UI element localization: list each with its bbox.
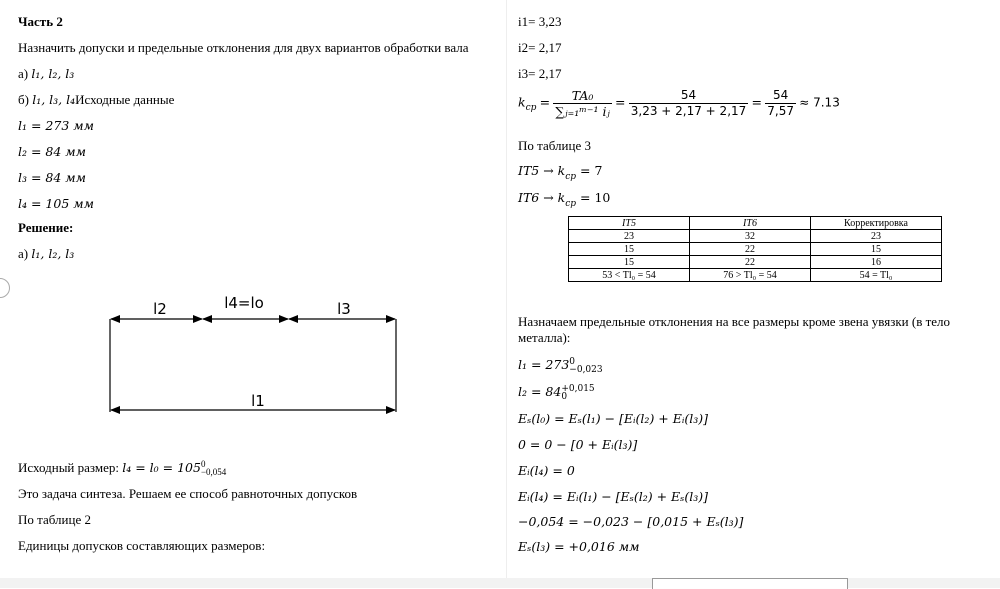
kcp-lhs: k (518, 94, 526, 110)
table-row (569, 243, 942, 256)
solution-variant-label: а) (18, 246, 29, 261)
dim-l3: l₃ = 84 мм (18, 170, 87, 185)
variant-b-label: б) (18, 92, 29, 107)
table-row (569, 256, 942, 269)
table-header: IT6 (690, 217, 811, 230)
assign-text: Назначаем предельные отклонения на все размеры кроме звена увязки (в тело (518, 314, 951, 329)
label-l3: l3 (337, 300, 351, 318)
dim-l4: l₄ = 105 мм (18, 196, 94, 211)
synthesis-text: Это задача синтеза. Решаем ее способ равноточных допусков (18, 486, 358, 501)
variant-a (18, 66, 74, 82)
source-size-tolerance: 0 −0,054 (200, 459, 227, 477)
bottom-box[interactable] (652, 578, 848, 589)
source-size (18, 460, 226, 476)
column-divider (506, 0, 507, 588)
i3-value: i3= 2,17 (518, 66, 562, 81)
table-header-row (569, 217, 942, 230)
equation-6: Eₛ(l₃) = +0,016 мм (518, 539, 640, 554)
units-text: Единицы допусков составляющих размеров: (18, 538, 266, 553)
kcp-result: ≈ 7.13 (799, 95, 840, 110)
table-cell: 22 (690, 243, 811, 256)
kcp-lhs-sub: cp (525, 103, 537, 114)
source-size-label: Исходный размер: (18, 460, 119, 475)
table-cell: 23 (811, 230, 942, 243)
table-cell: 15 (569, 256, 690, 269)
assign-text-2: металла): (518, 330, 571, 345)
table-cell: 53 < Tl₀ = 54 (569, 269, 690, 282)
solution-variant (18, 246, 74, 262)
source-size-formula: l₄ = l₀ = 105 (122, 460, 201, 475)
table-row (569, 230, 942, 243)
kcp-formula: $k_{cp}$ = $\frac{\text{TA₀}}{\text{∑ⱼ₌₁ᵐ⁻¹ iⱼ}}$ = $\frac{54}{3,23 + 2,17 + 2,17}$ = $\frac{54}{7,57}$ ≈ 7.13 (518, 88, 840, 119)
kcp-frac2: $\frac{54}{3,23 + 2,17 + 2,17}$ (630, 88, 747, 118)
table-header: Корректировка (811, 217, 942, 230)
kcp-frac1: $\frac{\text{TA₀}}{\text{∑ⱼ₌₁ᵐ⁻¹ iⱼ}}$ (555, 88, 610, 119)
tolerance-table (568, 216, 942, 282)
it5-line: $IT5 \to k_{ср} = 7$ (518, 163, 603, 182)
variant-b (18, 92, 174, 108)
table-cell: 15 (811, 243, 942, 256)
table-cell: 76 > Tl₀ = 54 (690, 269, 811, 282)
table-cell: 15 (569, 243, 690, 256)
dim-l1: l₁ = 273 мм (18, 118, 94, 133)
equation-2: 0 = 0 − [0 + Eᵢ(l₃)] (518, 437, 638, 452)
table-cell: 22 (690, 256, 811, 269)
task-text: Назначить допуски и предельные отклонения для двух вариантов обработки вала (18, 40, 469, 55)
equation-1: Eₛ(l₀) = Eₛ(l₁) − [Eᵢ(l₂) + Eᵢ(l₃)] (518, 411, 709, 426)
label-l2: l2 (153, 300, 167, 318)
table-cell: 16 (811, 256, 942, 269)
l1-deviation: l₁ = 273 0 −0,023 (518, 357, 603, 375)
table-cell: 23 (569, 230, 690, 243)
table3-text: По таблице 3 (518, 138, 591, 153)
equation-4: Eᵢ(l₄) = Eᵢ(l₁) − [Eₛ(l₂) + Eₛ(l₃)] (518, 489, 709, 504)
variant-b-dims: l₁, l₃, l₄ (32, 92, 76, 107)
i1-value: i1= 3,23 (518, 14, 562, 29)
solution-heading: Решение: (18, 220, 74, 235)
label-l4: l4=lo (224, 294, 264, 312)
table-cell: 32 (690, 230, 811, 243)
kcp-frac3: $\frac{54}{7,57}$ (767, 88, 794, 118)
part-title: Часть 2 (18, 14, 63, 29)
side-handle[interactable] (0, 278, 10, 298)
table-header: IT5 (569, 217, 690, 230)
it6-line: $IT6 \to k_{ср} = 10$ (518, 190, 611, 209)
equation-3: Eᵢ(l₄) = 0 (518, 463, 575, 478)
variant-a-dims: l₁, l₂, l₃ (31, 66, 75, 81)
table-cell: 54 = Tl₀ (811, 269, 942, 282)
table2-text: По таблице 2 (18, 512, 91, 527)
label-l1: l1 (251, 392, 265, 410)
dim-l2: l₂ = 84 мм (18, 144, 87, 159)
l2-deviation: l₂ = 84 +0,015 0 (518, 384, 595, 402)
equation-5: −0,054 = −0,023 − [0,015 + Eₛ(l₃)] (518, 514, 744, 529)
solution-variant-dims: l₁, l₂, l₃ (31, 246, 75, 261)
table-row (569, 269, 942, 282)
variant-a-label: а) (18, 66, 29, 81)
bottom-bar (0, 578, 1000, 588)
i2-value: i2= 2,17 (518, 40, 562, 55)
source-data-label: Исходные данные (75, 92, 175, 107)
